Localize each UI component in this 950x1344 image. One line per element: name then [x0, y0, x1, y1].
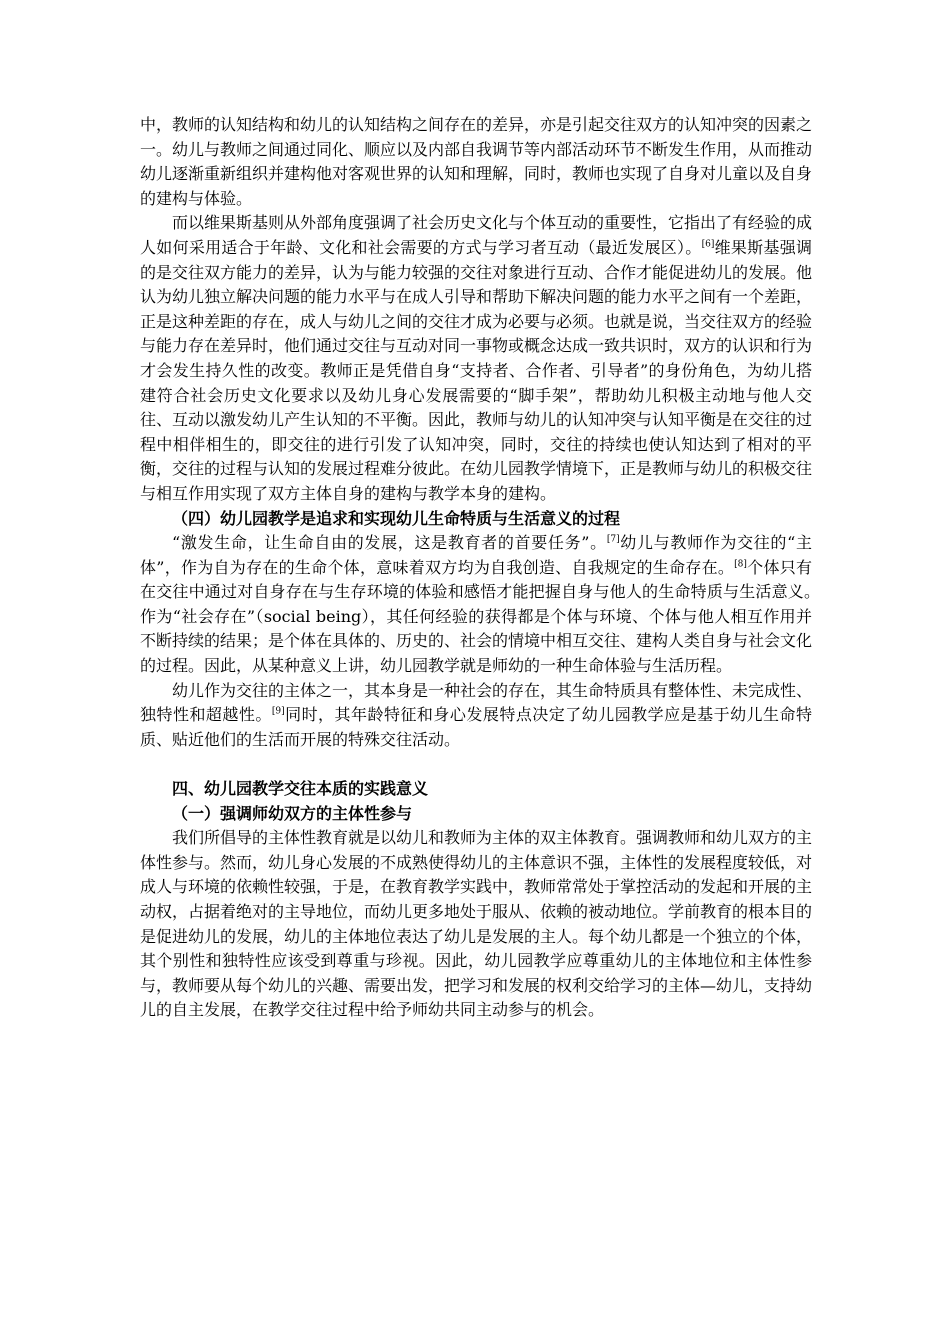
citation-ref-8: [8]	[734, 559, 747, 570]
paragraph-subjectivity: 我们所倡导的主体性教育就是以幼儿和教师为主体的双主体教育。强调教师和幼儿双方的主体性参与。然而，幼儿身心发展的不成熟使得幼儿的主体意识不强，主体性的发展程度较低，对成人与环境的依赖性较强，于是，在教育教学实践中，教师常常处于掌控活动的发起和开展的主动权，占据着绝对的主导地位，而幼儿更多地处于服从、依赖的被动地位。学前教育的根本目的是促进幼儿的发展，幼儿的主体地位表达了幼儿是发展的主人。每个幼儿都是一个独立的个体，其个别性和独特性应该受到尊重与珍视。因此，幼儿园教学应尊重幼儿的主体地位和主体性参与，教师要从每个幼儿的兴趣、需要出发，把学习和发展的权利交给学习的主体—幼儿，支持幼儿的自主发展，在教学交往过程中给予师幼共同主动参与的机会。	[140, 828, 813, 1020]
document-body	[140, 113, 829, 1023]
paragraph-life	[140, 531, 829, 679]
paragraph-life-part2: 幼儿与教师作为交往的“主体”，作为自为存在的生命个体，意味着双方均为自我创造、自我规定的生命存在。	[140, 533, 812, 577]
section-heading-4: （四）幼儿园教学是追求和实现幼儿生命特质与生活意义的过程	[172, 508, 621, 528]
paragraph-life-part1: “激发生命，让生命自由的发展，这是教育者的首要任务”。	[172, 533, 607, 553]
paragraph-cognitive-structure: 中，教师的认知结构和幼儿的认知结构之间存在的差异，亦是引起交往双方的认知冲突的因素之一。幼儿与教师之间通过同化、顺应以及内部自我调节等内部活动环节不断发生作用，从而推动幼儿逐渐重新组织并建构他对客观世界的认知和理解，同时，教师也实现了自身对儿童以及自身的建构与体验。	[140, 115, 813, 208]
citation-ref-7: [7]	[606, 534, 620, 545]
paragraph-vygotsky-part2: 维果斯基强调的是交往双方能力的差异，认为与能力较强的交往对象进行互动、合作才能促进幼儿的发展。他认为幼儿独立解决问题的能力水平与在成人引导和帮助下解决问题的能力水平之间有一个差距，正是这种差距的存在，成人与幼儿之间的交往才成为必要与必须。也就是说，当交往双方的经验与能力存在差异时，他们通过交往与互动对同一事物或概念达成一致共识时，双方的认识和行为才会发生持久性的改变。教师正是凭借自身“支持者、合作者、引导者”的身份角色，为幼儿搭建符合社会历史文化要求以及幼儿身心发展需要的“脚手架”，帮助幼儿积极主动地与他人交往、互动以激发幼儿产生认知的不平衡。因此，教师与幼儿的认知冲突与认知平衡是在交往的过程中相伴相生的，即交往的进行引发了认知冲突，同时，交往的持续也使认知达到了相对的平衡，交往的过程与认知的发展过程难分彼此。在幼儿园教学情境下，正是教师与幼儿的积极交往与相互作用实现了双方主体自身的建构与教学本身的建构。	[140, 237, 813, 503]
citation-ref-9: [9]	[271, 706, 285, 717]
citation-ref-6: [6]	[701, 239, 715, 250]
paragraph-spacer	[140, 752, 812, 777]
section-heading-1: （一）强调师幼双方的主体性参与	[172, 803, 413, 823]
chapter-heading-4: 四、幼儿园教学交往本质的实践意义	[172, 779, 429, 799]
paragraph-vygotsky	[140, 211, 812, 506]
paragraph-child-subject	[140, 679, 812, 753]
paragraph-vygotsky-part1: 而以维果斯基则从外部角度强调了社会历史文化与个体互动的重要性，它指出了有经验的成人如何采用适合于年龄、文化和社会需要的方式与学习者互动（最近发展区）。	[140, 213, 813, 257]
paragraph-child-subject-part1: 幼儿作为交往的主体之一，其本身是一种社会的存在，其生命特质具有整体性、未完成性、独特性和超越性。	[140, 680, 813, 725]
paragraph-life-part3: 个体只有在交往中通过对自身存在与生存环境的体验和感悟才能把握自身与他人的生命特质与生活意义。 作为“社会存在”（social being），其任何经验的获得都是个体与环境、个体与他人相互作用并不断持续的结果；是个体在具体的、历史的、社会的情境中相互交往、建构人类自身与社会文化的过程。因此，从某种意义上讲，幼儿园教学就是师幼的一种生命体验与生活历程。	[140, 557, 829, 676]
paragraph-child-subject-part2: 同时，其年龄特征和身心发展特点决定了幼儿园教学应是基于幼儿生命特质、贴近他们的生活而开展的特殊交往活动。	[140, 705, 812, 749]
